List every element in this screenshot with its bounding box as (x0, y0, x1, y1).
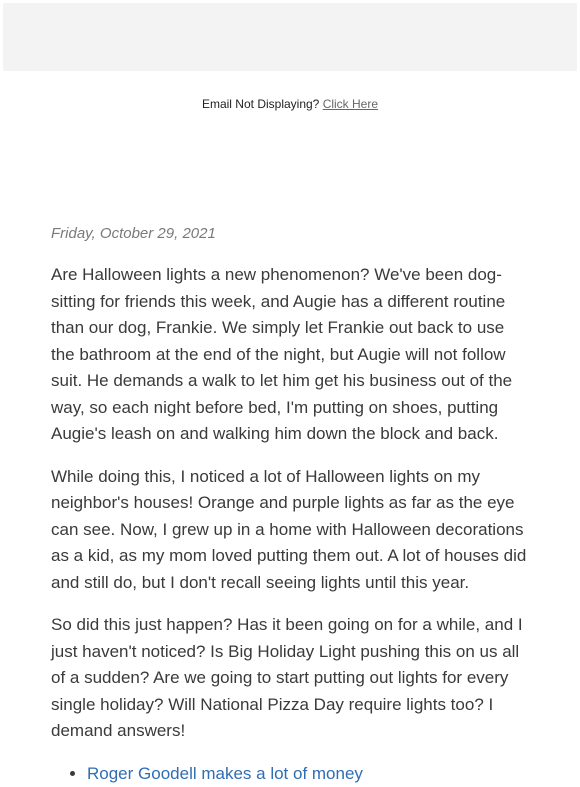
paragraph-2: While doing this, I noticed a lot of Halloween lights on my neighbor's houses! Orange and purple lights as far as the eye can see. Now, I grew up in a home with Halloween decorations as a kid, as my mom loved putting them out. A lot of houses did and still do, but I don't recall seeing lights until this year. (51, 464, 531, 597)
paragraph-3: So did this just happen? Has it been going on for a while, and I just haven't noticed? Is Big Holiday Light pushing this on us all of a sudden? Are we going to start putting out lights for every single holiday? Will National Pizza Day require lights too? I demand answers! (51, 612, 531, 745)
header-bar (3, 3, 577, 71)
email-not-displaying-notice (0, 97, 580, 111)
article-body (51, 262, 531, 787)
notice-text: Email Not Displaying? (202, 97, 323, 111)
article-link[interactable]: Roger Goodell makes a lot of money (87, 764, 363, 783)
click-here-link[interactable]: Click Here (323, 97, 378, 111)
paragraph-1: Are Halloween lights a new phenomenon? We've been dog-sitting for friends this week, and Augie has a different routine than our dog, Frankie. We simply let Frankie out back to use the bathroom at the end of the night, but Augie will not follow suit. He demands a walk to let him get his business out of the way, so each night before bed, I'm putting on shoes, putting Augie's leash on and walking him down the block and back. (51, 262, 531, 448)
post-date: Friday, October 29, 2021 (51, 225, 216, 242)
